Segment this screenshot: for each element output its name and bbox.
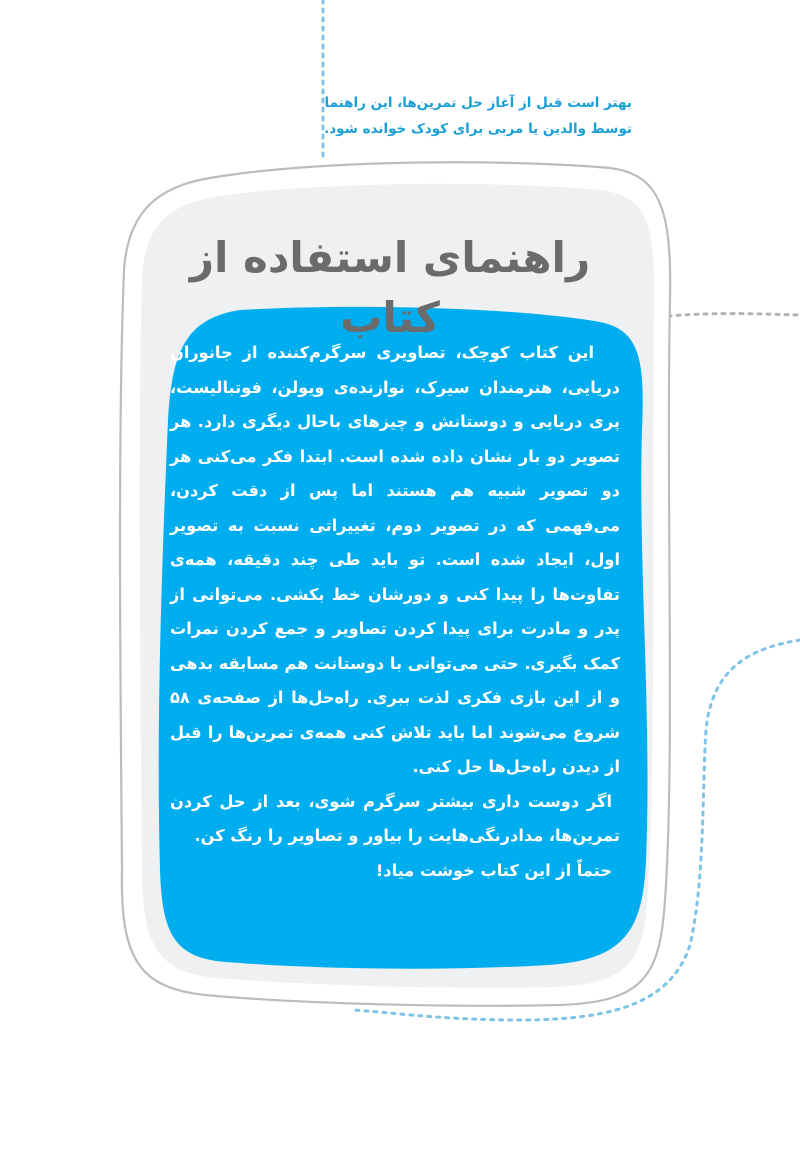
guide-body (170, 336, 620, 888)
guide-paragraph-1: این کتاب کوچک، تصاویری سرگرم‌کننده از جانوران دریایی، هنرمندان سیرک، نوازنده‌ی ویولن، فوتبالیست، پری دریایی و دوستانش و چیزهای باحال دیگری دارد. هر تصویر دو بار نشان داده شده است. ابتدا فکر می‌کنی هر دو تصویر شبیه هم هستند اما پس از دقت کردن، می‌فهمی که در تصویر دوم، تغییراتی نسبت به تصویر اول، ایجاد شده است. تو باید طی چند دقیقه، همه‌ی تفاوت‌ها را پیدا کنی و دورشان خط بکشی. می‌توانی از پدر و مادرت برای پیدا کردن تصاویر و جمع کردن نمرات کمک بگیری. حتی می‌توانی با دوستانت هم مسابقه بدهی و از این بازی فکری لذت ببری. راه‌حل‌ها از صفحه‌ی ۵۸ شروع می‌شوند اما باید تلاش کنی همه‌ی تمرین‌ها را قبل از دیدن راه‌حل‌ها حل کنی. (170, 343, 620, 776)
dotted-line-right (668, 314, 800, 316)
guide-paragraph-3: حتماً از این کتاب خوشت میاد! (375, 860, 612, 880)
parent-guidance-note (320, 90, 632, 142)
note-line-2: توسط والدین یا مربی برای کودک خوانده شود. (324, 121, 632, 137)
page-title: راهنمای استفاده از کتاب (189, 233, 591, 342)
guide-paragraph-2: اگر دوست داری بیشتر سرگرم شوی، بعد از حل کردن تمرین‌ها، مدادرنگی‌هایت را بیاور و تصاویر را رنگ کن. (170, 791, 620, 845)
note-line-1: بهتر است قبل از آغاز حل تمرین‌ها، این راهنما (324, 95, 632, 111)
